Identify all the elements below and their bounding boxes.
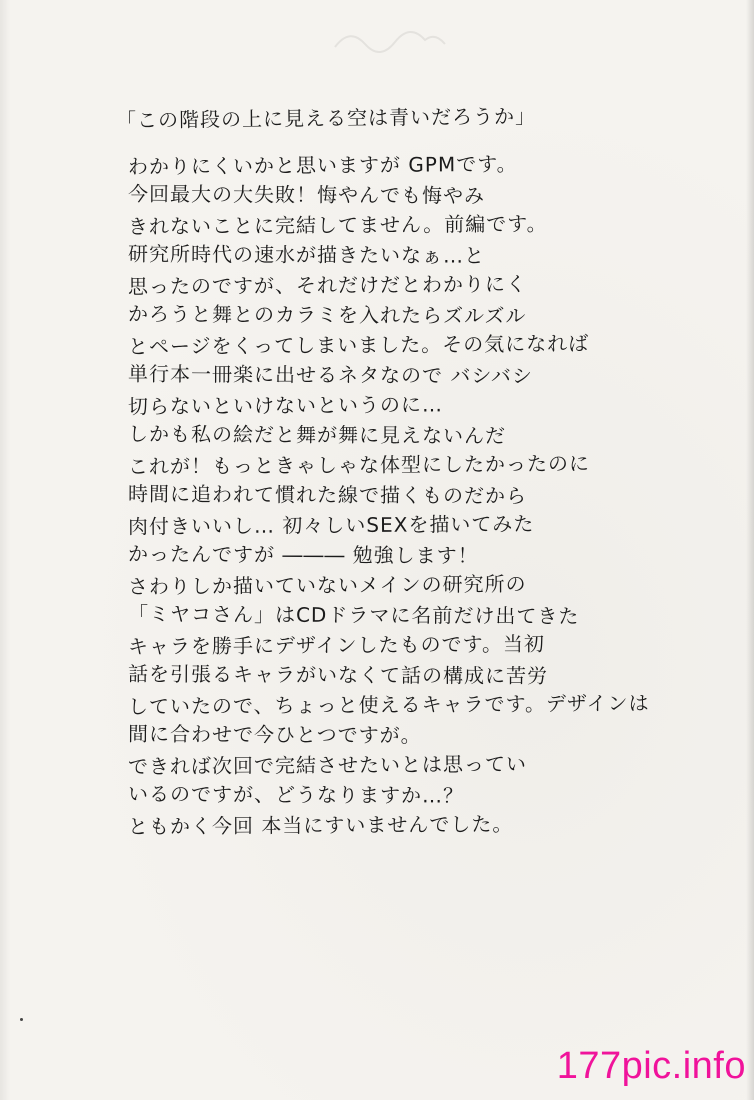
body-line: 肉付きいいし… 初々しいSEXを描いてみた — [127, 511, 535, 539]
body-line: 単行本一冊楽に出せるネタなので バシバシ — [127, 361, 534, 388]
body-line: 「ミヤコさん」はCDドラマに名前だけ出てきた — [127, 601, 580, 629]
page-edge-shadow — [746, 0, 754, 1100]
body-line: 切らないといけないというのに… — [127, 392, 444, 419]
body-line: わかりにくいかと思いますが GPMです。 — [127, 151, 518, 179]
body-line: 思ったのですが、それだけだとわかりにく — [127, 271, 528, 299]
body-line: これが！もっときゃしゃな体型にしたかったのに — [127, 451, 591, 479]
body-line: キャラを勝手にデザインしたものです。当初 — [127, 631, 546, 659]
afterword-text — [112, 100, 650, 840]
body-line: していたので、ちょっと使えるキャラです。デザインは — [127, 690, 650, 719]
afterword-body — [112, 150, 650, 840]
body-line: いるのですが、どうなりますか…？ — [127, 781, 465, 808]
body-line: かったんですが ――― 勉強します！ — [127, 541, 479, 568]
body-line: 時間に追われて慣れた線で描くものだから — [127, 481, 528, 508]
scan-speck — [20, 1018, 23, 1021]
body-line: 話を引張るキャラがいなくて話の構成に苦労 — [127, 661, 549, 689]
afterword-title: 「この階段の上に見える空は青いだろうか」 — [115, 104, 537, 133]
body-line: ともかく今回 本当にすいませんでした。 — [127, 811, 514, 839]
body-line: さわりしか描いていないメインの研究所の — [127, 571, 527, 599]
faint-bleedthrough-mark — [330, 22, 450, 62]
body-line: かろうと舞とのカラミを入れたらズルズル — [127, 301, 527, 328]
body-line: きれないことに完結してません。前編です。 — [127, 211, 548, 239]
body-line: 今回最大の大失敗！悔やんでも悔やみ — [127, 181, 486, 208]
body-line: できれば次回で完結させたいとは思ってい — [127, 751, 528, 779]
body-line: 研究所時代の速水が描きたいなぁ…と — [127, 241, 486, 268]
body-line: とページをくってしまいました。その気になれば — [127, 331, 590, 359]
site-watermark: 177pic.info — [556, 1045, 746, 1087]
body-line: 間に合わせで今ひとつですが。 — [127, 721, 422, 748]
body-line: しかも私の絵だと舞が舞に見えないんだ — [127, 421, 507, 448]
